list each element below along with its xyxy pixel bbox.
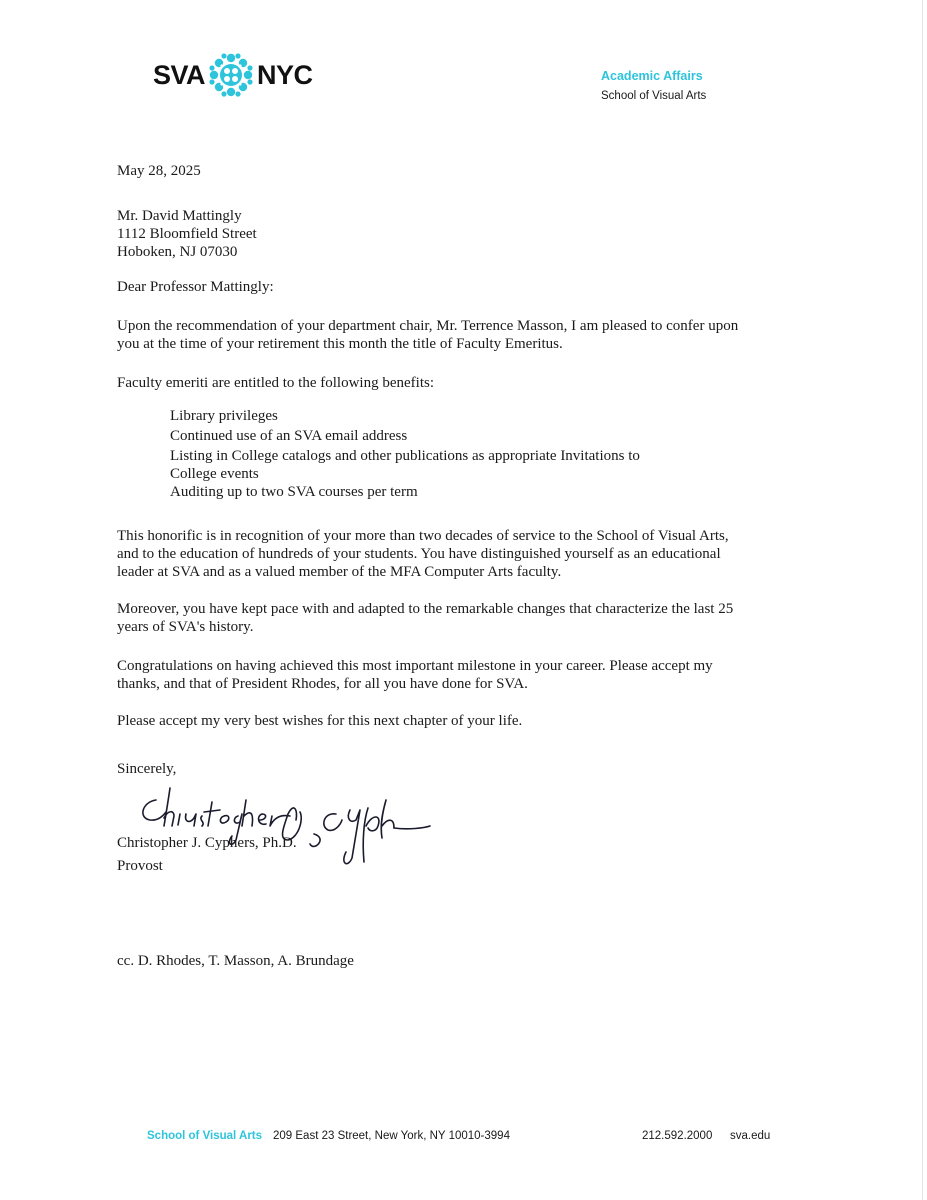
signer-name: Christopher J. Cyphers, Ph.D. — [117, 835, 297, 851]
closing: Sincerely, — [117, 761, 177, 777]
footer-phone: 212.592.2000 — [642, 1130, 713, 1142]
congratulations-line: thanks, and that of President Rhodes, for all you have done for SVA. — [117, 676, 528, 692]
footer-website: sva.edu — [730, 1130, 771, 1142]
best-wishes: Please accept my very best wishes for this next chapter of your life. — [117, 713, 523, 729]
benefit-item: Auditing up to two SVA courses per term — [170, 484, 418, 500]
benefits-list — [170, 407, 640, 501]
salutation: Dear Professor Mattingly: — [117, 279, 274, 295]
recipient-name: Mr. David Mattingly — [117, 208, 242, 224]
letter-date: May 28, 2025 — [117, 163, 201, 179]
congratulations-line: Congratulations on having achieved this most important milestone in your career. Please accept my — [117, 658, 713, 674]
cc-line: cc. D. Rhodes, T. Masson, A. Brundage — [117, 953, 354, 969]
intro-paragraph — [117, 317, 817, 353]
recognition-paragraph — [117, 527, 817, 581]
recognition-line: and to the education of hundreds of your students. You have distinguished yourself as an educational — [117, 546, 721, 562]
recipient-city: Hoboken, NJ 07030 — [117, 244, 238, 260]
department-name: Academic Affairs — [601, 69, 703, 83]
footer-school-name: School of Visual Arts — [147, 1130, 263, 1142]
benefit-item: Library privileges — [170, 408, 278, 424]
institution-name: School of Visual Arts — [601, 90, 707, 102]
benefit-item: Continued use of an SVA email address — [170, 428, 408, 444]
logo-text-nyc: NYC — [257, 59, 313, 90]
recipient-street: 1112 Bloomfield Street — [117, 226, 257, 242]
logo-text-sva: SVA — [153, 59, 206, 90]
sva-nyc-logo — [153, 52, 313, 98]
handwritten-signature — [128, 780, 438, 875]
benefit-item: Listing in College catalogs and other publications as appropriate Invitations to — [170, 448, 640, 464]
intro-line: Upon the recommendation of your department chair, Mr. Terrence Masson, I am pleased to confer upon — [117, 318, 739, 334]
intro-line: you at the time of your retirement this month the title of Faculty Emeritus. — [117, 336, 563, 352]
recognition-line: leader at SVA and as a valued member of the MFA Computer Arts faculty. — [117, 564, 562, 580]
benefits-intro: Faculty emeriti are entitled to the following benefits: — [117, 375, 434, 391]
moreover-line: years of SVA's history. — [117, 619, 254, 635]
footer-address: 209 East 23 Street, New York, NY 10010-3994 — [273, 1130, 510, 1142]
page-edge — [922, 0, 923, 1200]
benefit-item: College events — [170, 466, 259, 482]
moreover-paragraph — [117, 600, 817, 636]
congratulations-paragraph — [117, 657, 817, 693]
signer-title: Provost — [117, 858, 163, 874]
sva-flower-logo-icon — [208, 52, 254, 98]
recognition-line: This honorific is in recognition of your more than two decades of service to the School of Visual Arts, — [117, 528, 729, 544]
moreover-line: Moreover, you have kept pace with and adapted to the remarkable changes that characterize the last 25 — [117, 601, 734, 617]
